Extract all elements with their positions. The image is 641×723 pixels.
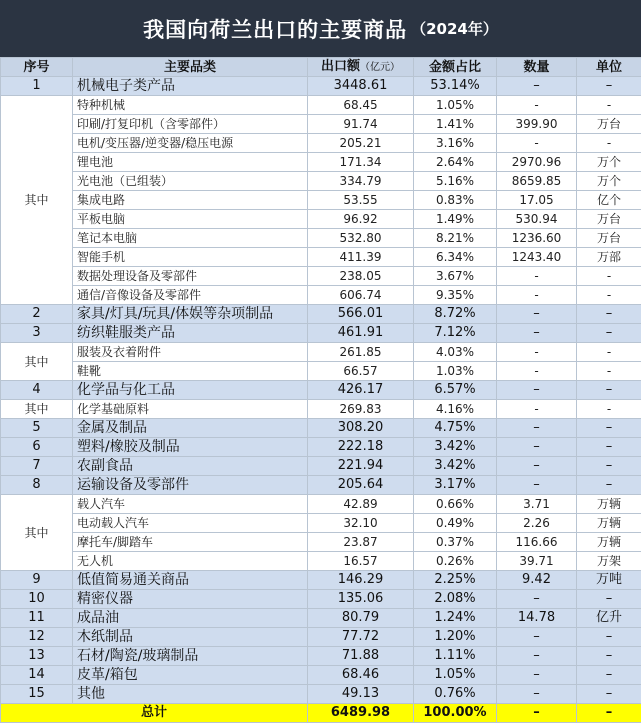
row-value: 53.55 [308,191,414,210]
total-qty: – [497,704,577,723]
row-value: 68.45 [308,96,414,115]
row-unit: 万台 [577,115,641,134]
title-year: （2024年） [411,18,498,39]
row-qty: – [497,647,577,666]
row-qty: 14.78 [497,609,577,628]
category-row [1,324,641,343]
row-unit: – [577,647,641,666]
row-seq: 9 [1,571,73,590]
row-qty: – [497,457,577,476]
subcategory-row [1,514,641,533]
category-row [1,590,641,609]
row-pct: 9.35% [414,286,497,305]
row-pct: 1.05% [414,96,497,115]
row-name: 电机/变压器/逆变器/稳压电源 [73,134,308,153]
row-seq: 6 [1,438,73,457]
row-name: 电动载人汽车 [73,514,308,533]
total-label: 总计 [1,704,308,723]
row-name: 智能手机 [73,248,308,267]
row-seq: 12 [1,628,73,647]
subcategory-row [1,115,641,134]
row-value: 77.72 [308,628,414,647]
row-value: 426.17 [308,381,414,400]
header-value [308,58,414,77]
row-qty: - [497,96,577,115]
category-row [1,628,641,647]
category-row [1,647,641,666]
row-pct: 3.42% [414,457,497,476]
subcategory-row [1,172,641,191]
row-name: 无人机 [73,552,308,571]
row-qty: – [497,305,577,324]
row-qty: 1243.40 [497,248,577,267]
row-name: 低值简易通关商品 [73,571,308,590]
total-pct: 100.00% [414,704,497,723]
row-value: 205.21 [308,134,414,153]
row-pct: 1.24% [414,609,497,628]
row-seq: 14 [1,666,73,685]
row-value: 238.05 [308,267,414,286]
row-pct: 53.14% [414,77,497,96]
category-row [1,419,641,438]
row-value: 49.13 [308,685,414,704]
row-pct: 4.03% [414,343,497,362]
row-pct: 1.03% [414,362,497,381]
category-row [1,77,641,96]
category-row [1,571,641,590]
subcategory-row [1,362,641,381]
row-name: 木纸制品 [73,628,308,647]
row-name: 化学品与化工品 [73,381,308,400]
row-name: 皮革/箱包 [73,666,308,685]
header-value-unit: （亿元） [360,62,400,73]
row-pct: 3.17% [414,476,497,495]
row-value: 566.01 [308,305,414,324]
row-seq: 5 [1,419,73,438]
row-value: 42.89 [308,495,414,514]
category-row [1,685,641,704]
row-unit: - [577,362,641,381]
row-qty: 2970.96 [497,153,577,172]
subcategory-row [1,267,641,286]
row-pct: 0.76% [414,685,497,704]
row-unit: – [577,305,641,324]
row-qty: - [497,134,577,153]
subcategory-row [1,96,641,115]
subcategory-row [1,210,641,229]
row-value: 606.74 [308,286,414,305]
category-row [1,609,641,628]
row-seq: 15 [1,685,73,704]
row-unit: – [577,628,641,647]
row-unit: - [577,96,641,115]
row-unit: 亿升 [577,609,641,628]
row-name: 鞋靴 [73,362,308,381]
row-name: 笔记本电脑 [73,229,308,248]
total-unit: – [577,704,641,723]
row-value: 334.79 [308,172,414,191]
row-value: 68.46 [308,666,414,685]
header-name: 主要品类 [73,58,308,77]
row-pct: 4.75% [414,419,497,438]
row-unit: - [577,286,641,305]
row-name: 塑料/橡胶及制品 [73,438,308,457]
row-unit: – [577,419,641,438]
row-qty: - [497,400,577,419]
row-value: 16.57 [308,552,414,571]
row-unit: 万台 [577,210,641,229]
subcategory-row [1,400,641,419]
row-unit: 万个 [577,172,641,191]
row-unit: – [577,77,641,96]
row-unit: 万辆 [577,495,641,514]
row-qty: 399.90 [497,115,577,134]
row-qty: – [497,685,577,704]
row-unit: – [577,457,641,476]
row-seq: 4 [1,381,73,400]
row-value: 221.94 [308,457,414,476]
row-qty: – [497,419,577,438]
row-name: 其他 [73,685,308,704]
row-name: 农副食品 [73,457,308,476]
subcategory-row [1,495,641,514]
row-name: 摩托车/脚踏车 [73,533,308,552]
row-value: 32.10 [308,514,414,533]
row-pct: 8.21% [414,229,497,248]
row-unit: 万架 [577,552,641,571]
row-unit: - [577,267,641,286]
row-qty: 116.66 [497,533,577,552]
row-qty: 2.26 [497,514,577,533]
row-seq: 7 [1,457,73,476]
row-name: 石材/陶瓷/玻璃制品 [73,647,308,666]
row-seq: 2 [1,305,73,324]
row-value: 308.20 [308,419,414,438]
category-row [1,438,641,457]
row-name: 化学基础原料 [73,400,308,419]
subcategory-row [1,248,641,267]
row-pct: 0.66% [414,495,497,514]
row-qty: – [497,438,577,457]
header-value-label: 出口额 [321,59,360,74]
row-pct: 7.12% [414,324,497,343]
group-label: 其中 [1,343,73,381]
row-name: 平板电脑 [73,210,308,229]
row-value: 171.34 [308,153,414,172]
row-unit: – [577,590,641,609]
row-pct: 2.64% [414,153,497,172]
row-value: 411.39 [308,248,414,267]
row-name: 集成电路 [73,191,308,210]
row-value: 135.06 [308,590,414,609]
subcategory-row [1,134,641,153]
group-label: 其中 [1,96,73,305]
row-value: 146.29 [308,571,414,590]
page-title: 我国向荷兰出口的主要商品 [143,14,407,44]
row-qty: 1236.60 [497,229,577,248]
header-row [1,58,641,77]
row-value: 91.74 [308,115,414,134]
row-pct: 0.26% [414,552,497,571]
row-pct: 4.16% [414,400,497,419]
row-qty: 39.71 [497,552,577,571]
row-unit: – [577,666,641,685]
row-name: 运输设备及零部件 [73,476,308,495]
row-unit: - [577,134,641,153]
row-unit: – [577,685,641,704]
row-unit: 万辆 [577,533,641,552]
row-unit: 万台 [577,229,641,248]
row-name: 服装及衣着附件 [73,343,308,362]
row-name: 载人汽车 [73,495,308,514]
row-value: 71.88 [308,647,414,666]
row-name: 精密仪器 [73,590,308,609]
row-qty: – [497,590,577,609]
row-pct: 3.42% [414,438,497,457]
row-pct: 1.05% [414,666,497,685]
row-pct: 2.08% [414,590,497,609]
row-pct: 0.83% [414,191,497,210]
row-name: 通信/音像设备及零部件 [73,286,308,305]
row-name: 光电池（已组装） [73,172,308,191]
row-qty: – [497,666,577,685]
row-value: 205.64 [308,476,414,495]
row-pct: 6.34% [414,248,497,267]
header-unit: 单位 [577,58,641,77]
row-name: 金属及制品 [73,419,308,438]
subcategory-row [1,533,641,552]
row-pct: 1.11% [414,647,497,666]
row-name: 特种机械 [73,96,308,115]
row-name: 印刷/打复印机（含零部件） [73,115,308,134]
total-row [1,704,641,723]
row-unit: – [577,476,641,495]
row-unit: 万吨 [577,571,641,590]
row-seq: 11 [1,609,73,628]
row-unit: 万部 [577,248,641,267]
row-unit: 亿个 [577,191,641,210]
category-row [1,305,641,324]
row-qty: – [497,77,577,96]
row-qty: 9.42 [497,571,577,590]
row-qty: - [497,362,577,381]
row-unit: - [577,343,641,362]
row-unit: 万辆 [577,514,641,533]
row-pct: 5.16% [414,172,497,191]
row-seq: 3 [1,324,73,343]
row-qty: 17.05 [497,191,577,210]
row-unit: - [577,400,641,419]
row-value: 532.80 [308,229,414,248]
row-pct: 8.72% [414,305,497,324]
row-seq: 13 [1,647,73,666]
row-unit: – [577,324,641,343]
header-qty: 数量 [497,58,577,77]
row-value: 96.92 [308,210,414,229]
row-value: 80.79 [308,609,414,628]
row-unit: – [577,438,641,457]
subcategory-row [1,191,641,210]
subcategory-row [1,552,641,571]
row-pct: 0.37% [414,533,497,552]
subcategory-row [1,153,641,172]
row-qty: - [497,286,577,305]
row-qty: – [497,476,577,495]
header-pct: 金额占比 [414,58,497,77]
category-row [1,457,641,476]
row-qty: 3.71 [497,495,577,514]
total-value: 6489.98 [308,704,414,723]
row-value: 222.18 [308,438,414,457]
category-row [1,381,641,400]
row-name: 成品油 [73,609,308,628]
row-seq: 10 [1,590,73,609]
row-value: 461.91 [308,324,414,343]
row-qty: - [497,267,577,286]
export-table [0,57,641,723]
row-name: 机械电子类产品 [73,77,308,96]
subcategory-row [1,286,641,305]
header-seq: 序号 [1,58,73,77]
row-unit: – [577,381,641,400]
row-unit: 万个 [577,153,641,172]
row-pct: 3.16% [414,134,497,153]
row-pct: 6.57% [414,381,497,400]
row-qty: – [497,381,577,400]
row-pct: 3.67% [414,267,497,286]
row-name: 数据处理设备及零部件 [73,267,308,286]
category-row [1,666,641,685]
category-row [1,476,641,495]
row-pct: 1.41% [414,115,497,134]
row-qty: 530.94 [497,210,577,229]
group-label: 其中 [1,400,73,419]
row-name: 锂电池 [73,153,308,172]
row-value: 269.83 [308,400,414,419]
row-name: 纺织鞋服类产品 [73,324,308,343]
row-value: 3448.61 [308,77,414,96]
row-qty: – [497,628,577,647]
row-value: 261.85 [308,343,414,362]
row-qty: - [497,343,577,362]
row-qty: – [497,324,577,343]
row-name: 家具/灯具/玩具/体娱等杂项制品 [73,305,308,324]
row-pct: 0.49% [414,514,497,533]
title-bar [0,0,641,57]
group-label: 其中 [1,495,73,571]
row-qty: 8659.85 [497,172,577,191]
subcategory-row [1,343,641,362]
row-pct: 1.20% [414,628,497,647]
row-seq: 8 [1,476,73,495]
subcategory-row [1,229,641,248]
row-value: 23.87 [308,533,414,552]
row-pct: 1.49% [414,210,497,229]
row-pct: 2.25% [414,571,497,590]
row-seq: 1 [1,77,73,96]
row-value: 66.57 [308,362,414,381]
